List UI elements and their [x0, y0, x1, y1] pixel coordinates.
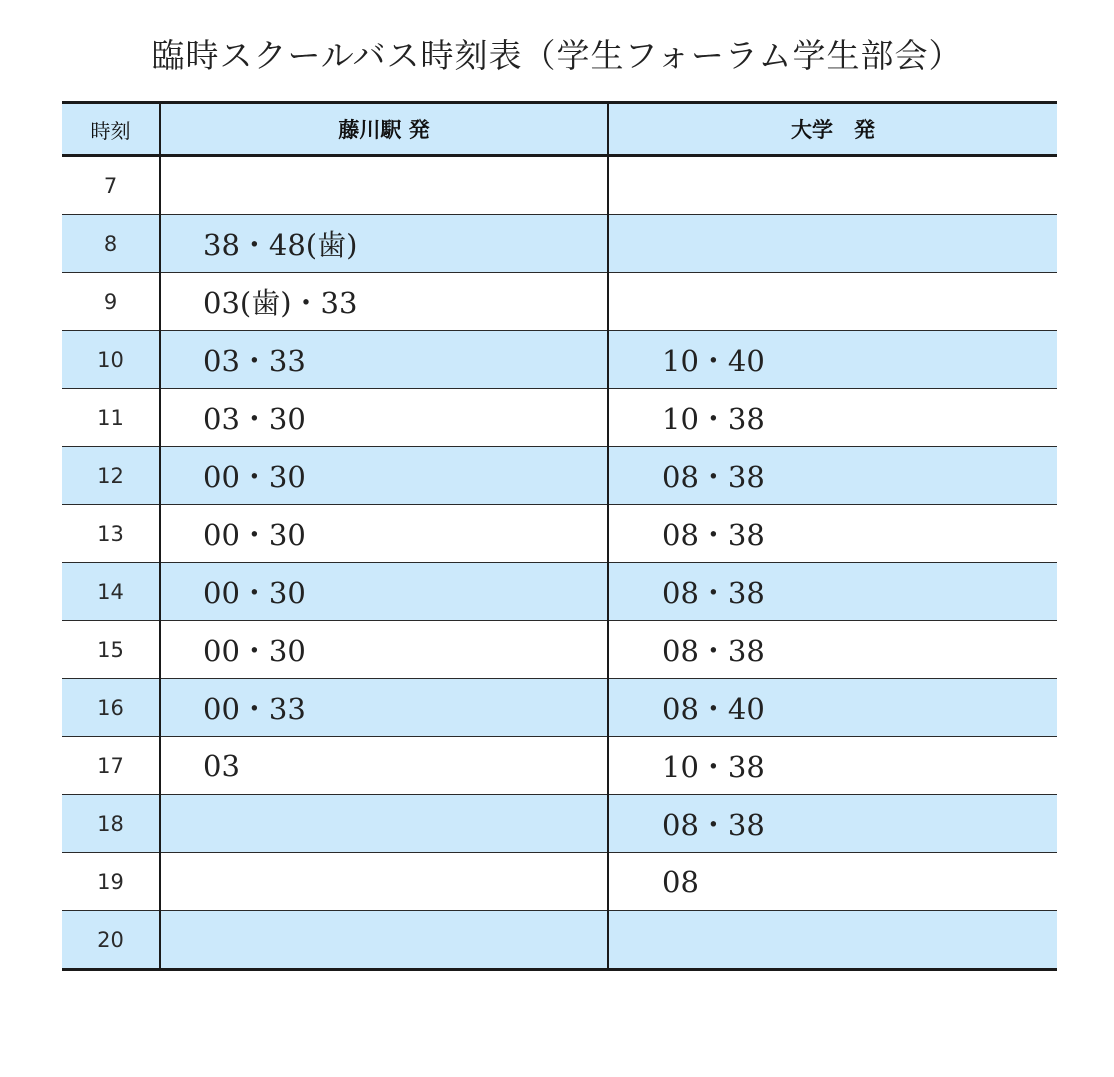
page-title: 臨時スクールバス時刻表（学生フォーラム学生部会）	[151, 36, 963, 75]
station-departure-cell: 38・48(歯)	[160, 215, 608, 273]
hour-cell: 11	[62, 389, 160, 447]
hour-cell: 16	[62, 679, 160, 737]
table-row	[62, 447, 1057, 505]
station-departure-cell	[160, 853, 608, 911]
hour-cell: 19	[62, 853, 160, 911]
timetable-body	[62, 156, 1057, 970]
station-column-header: 藤川駅 発	[160, 103, 608, 156]
hour-cell: 12	[62, 447, 160, 505]
hour-column-header: 時刻	[62, 103, 160, 156]
university-departure-cell	[608, 156, 1057, 215]
table-row	[62, 853, 1057, 911]
hour-cell: 9	[62, 273, 160, 331]
university-departure-cell: 08・38	[608, 621, 1057, 679]
table-row	[62, 621, 1057, 679]
station-departure-cell: 03・30	[160, 389, 608, 447]
station-departure-cell	[160, 156, 608, 215]
station-departure-cell	[160, 911, 608, 970]
university-departure-cell: 08・38	[608, 447, 1057, 505]
table-row	[62, 156, 1057, 215]
table-row	[62, 505, 1057, 563]
university-departure-cell: 10・40	[608, 331, 1057, 389]
station-departure-cell: 00・30	[160, 563, 608, 621]
hour-cell: 17	[62, 737, 160, 795]
hour-cell: 14	[62, 563, 160, 621]
hour-cell: 8	[62, 215, 160, 273]
hour-cell: 10	[62, 331, 160, 389]
university-departure-cell: 10・38	[608, 737, 1057, 795]
university-departure-cell: 08・38	[608, 563, 1057, 621]
station-departure-cell: 00・33	[160, 679, 608, 737]
table-row	[62, 273, 1057, 331]
university-departure-cell: 08・38	[608, 505, 1057, 563]
header-row	[62, 103, 1057, 156]
university-departure-cell: 08・40	[608, 679, 1057, 737]
station-departure-cell: 03	[160, 737, 608, 795]
table-row	[62, 215, 1057, 273]
university-departure-cell	[608, 273, 1057, 331]
university-departure-cell	[608, 215, 1057, 273]
university-departure-cell: 08・38	[608, 795, 1057, 853]
table-row	[62, 389, 1057, 447]
station-departure-cell: 03(歯)・33	[160, 273, 608, 331]
university-departure-cell: 10・38	[608, 389, 1057, 447]
table-row	[62, 737, 1057, 795]
table-row	[62, 563, 1057, 621]
station-departure-cell: 00・30	[160, 505, 608, 563]
station-departure-cell: 00・30	[160, 621, 608, 679]
table-row	[62, 795, 1057, 853]
station-departure-cell	[160, 795, 608, 853]
university-departure-cell: 08	[608, 853, 1057, 911]
hour-cell: 15	[62, 621, 160, 679]
hour-cell: 7	[62, 156, 160, 215]
university-departure-cell	[608, 911, 1057, 970]
table-row	[62, 679, 1057, 737]
university-column-header: 大学 発	[608, 103, 1057, 156]
hour-cell: 13	[62, 505, 160, 563]
station-departure-cell: 03・33	[160, 331, 608, 389]
hour-cell: 18	[62, 795, 160, 853]
station-departure-cell: 00・30	[160, 447, 608, 505]
bus-timetable	[62, 101, 1057, 971]
table-row	[62, 911, 1057, 970]
hour-cell: 20	[62, 911, 160, 970]
table-row	[62, 331, 1057, 389]
